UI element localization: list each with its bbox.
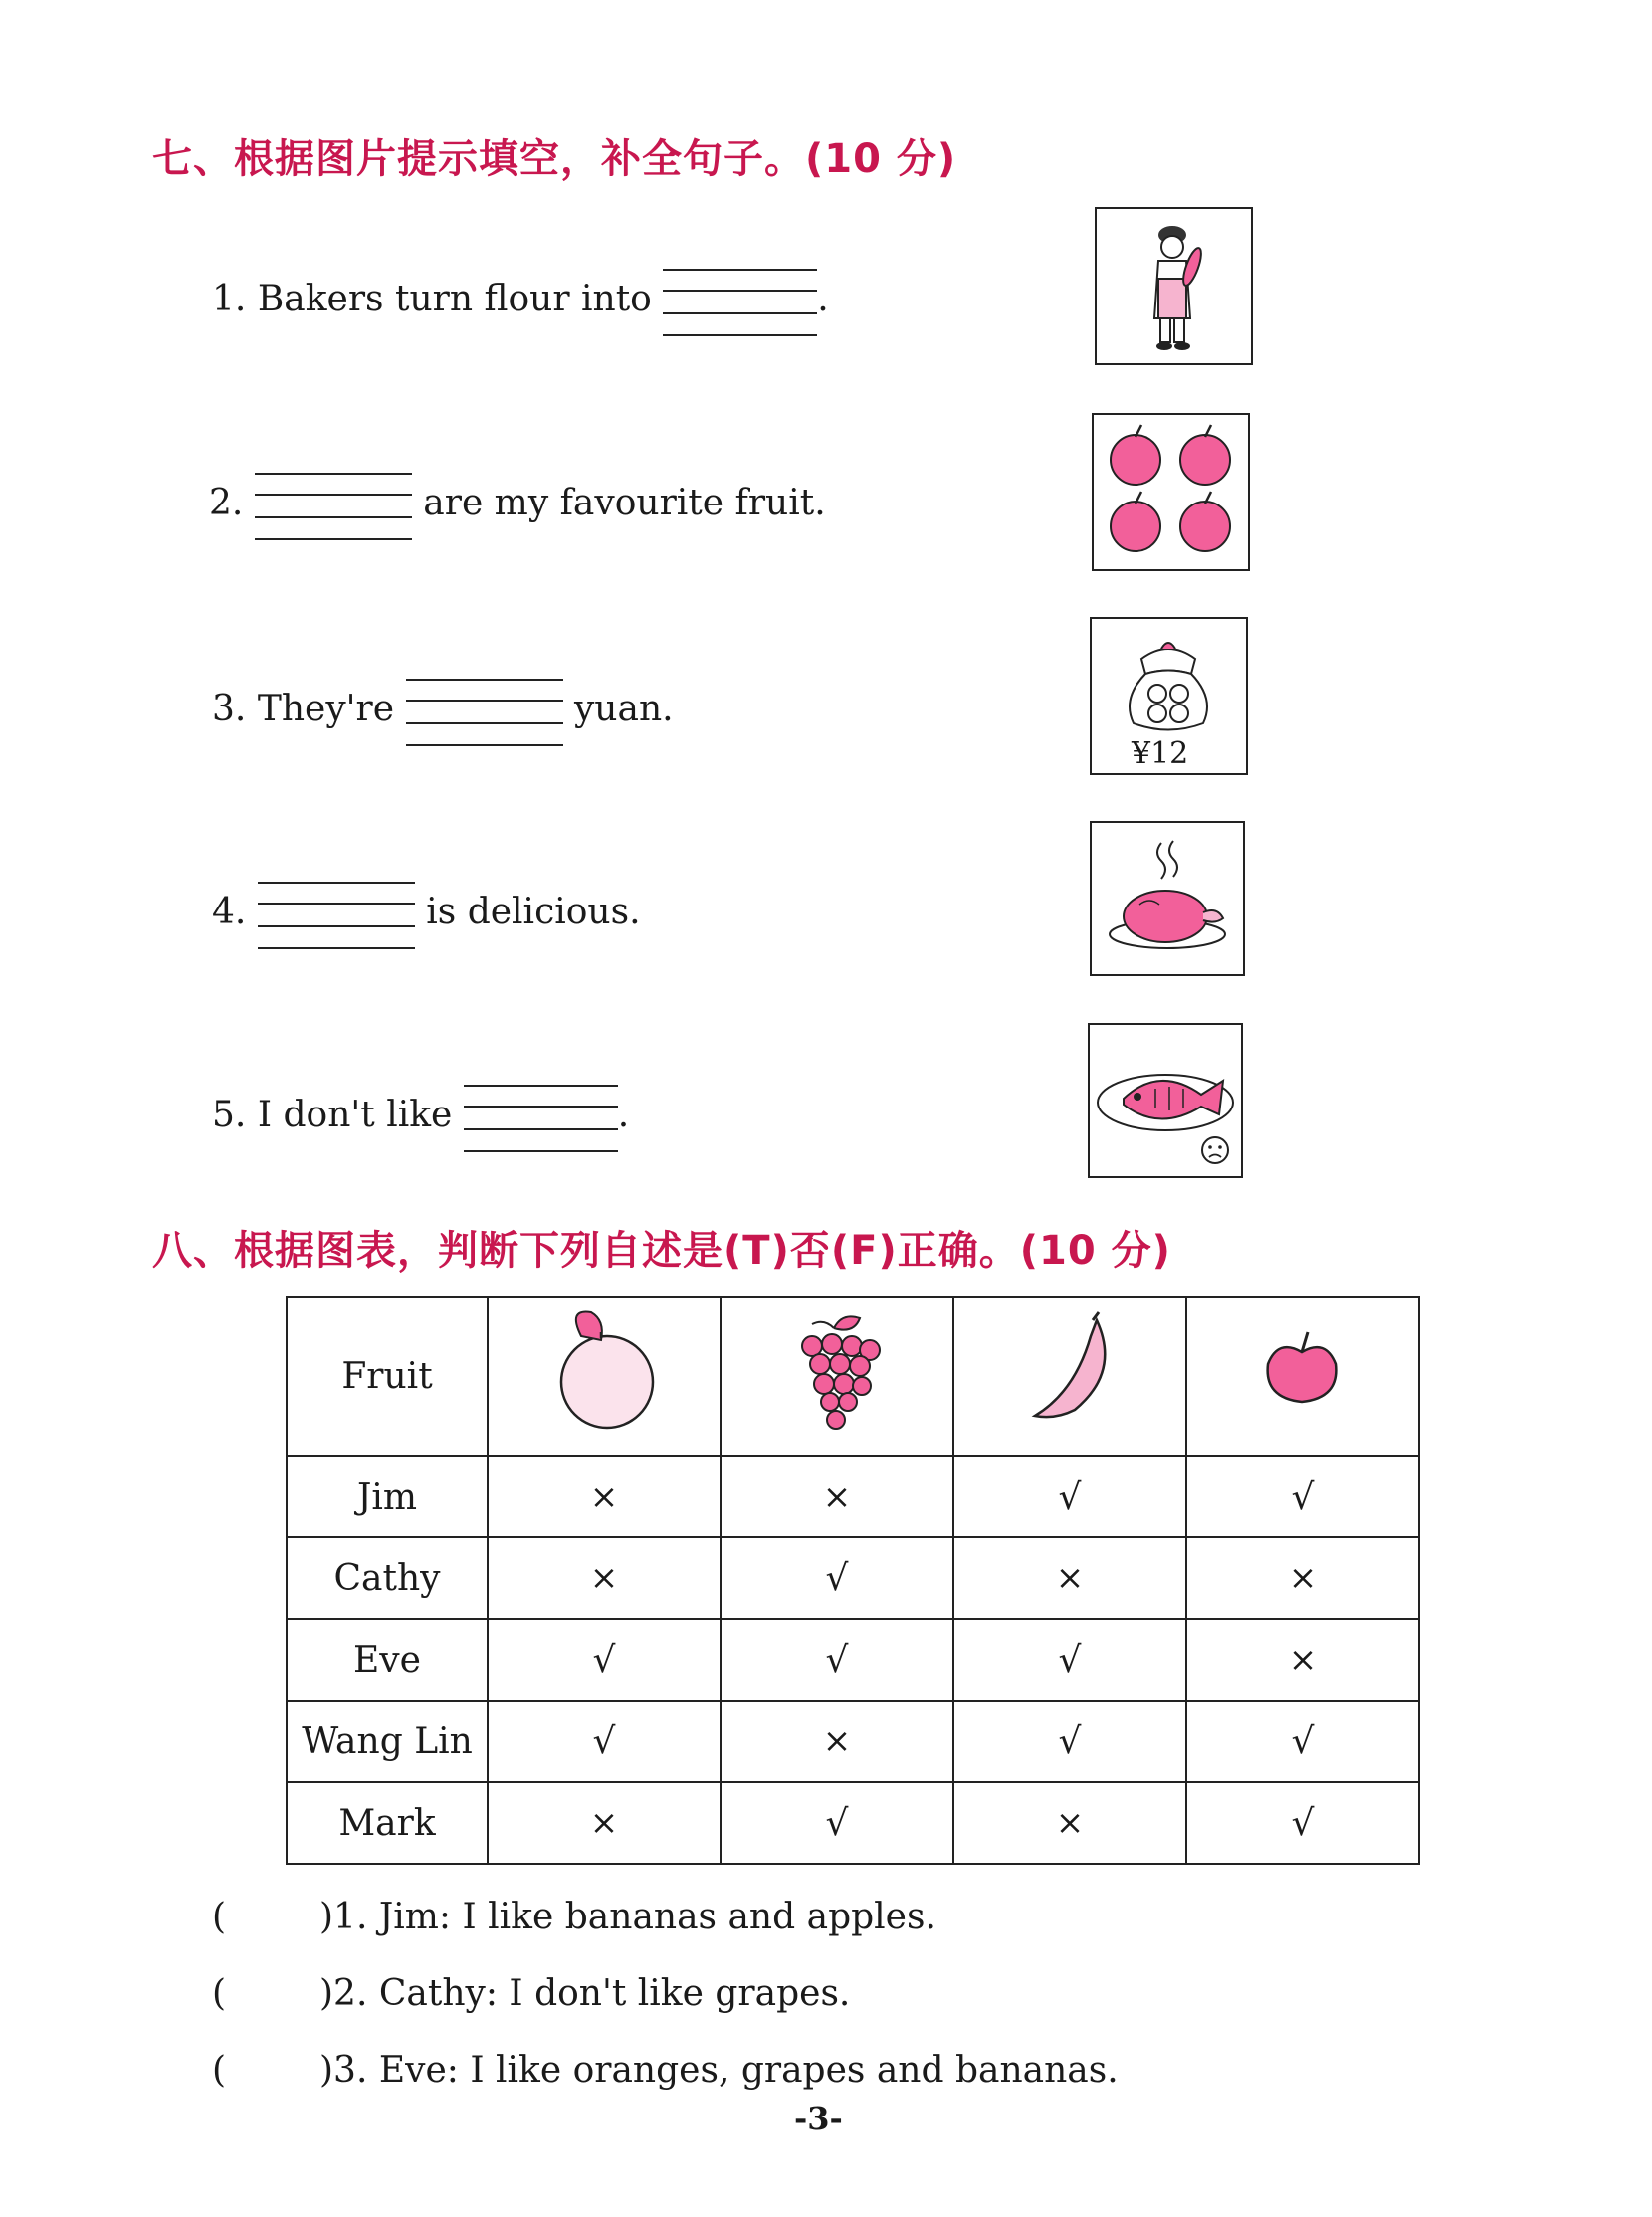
- question-4: [212, 880, 641, 949]
- question-number: 4.: [212, 892, 247, 932]
- section7-heading: 七、根据图片提示填空，补全句子。(10 分): [152, 136, 957, 182]
- price-label: ¥12: [1132, 736, 1189, 771]
- question-3: [212, 677, 674, 746]
- statement-text: 2. Cathy: I don't like grapes.: [333, 1973, 851, 2014]
- question-text-before: They're: [257, 689, 395, 729]
- answer-paren-close: ): [319, 2050, 334, 2091]
- preference-mark: √: [1186, 1701, 1419, 1782]
- preference-mark: ×: [488, 1782, 721, 1864]
- answer-blank[interactable]: [464, 1083, 618, 1152]
- four-apples-icon: [1092, 413, 1250, 571]
- question-text-after: are my favourite fruit.: [423, 483, 826, 523]
- orange-icon: [488, 1297, 721, 1456]
- question-number: 3.: [212, 689, 247, 729]
- preference-mark: ×: [721, 1701, 953, 1782]
- preference-mark: √: [488, 1619, 721, 1701]
- statement-1: [212, 1897, 936, 1937]
- answer-paren-open[interactable]: (: [212, 2050, 227, 2091]
- preference-mark: √: [953, 1456, 1186, 1537]
- table-row: [287, 1701, 1419, 1782]
- grapes-icon: [721, 1297, 953, 1456]
- baker-icon: [1095, 207, 1253, 365]
- answer-blank[interactable]: [258, 880, 415, 949]
- preference-mark: ×: [488, 1456, 721, 1537]
- answer-blank[interactable]: [406, 677, 563, 746]
- apple-icon: [1186, 1297, 1419, 1456]
- statement-2: [212, 1973, 850, 2014]
- page-number: -3-: [794, 2100, 843, 2137]
- statement-3: [212, 2050, 1119, 2091]
- preference-mark: √: [488, 1701, 721, 1782]
- answer-blank[interactable]: [255, 471, 412, 540]
- preference-mark: √: [1186, 1782, 1419, 1864]
- question-number: 5.: [212, 1095, 247, 1135]
- question-number: 1.: [212, 279, 247, 319]
- statement-text: 3. Eve: I like oranges, grapes and bananas.: [333, 2050, 1119, 2091]
- answer-paren-open[interactable]: (: [212, 1973, 227, 2014]
- question-number: 2.: [209, 483, 244, 523]
- question-text-before: I don't like: [257, 1095, 453, 1135]
- fruit-preference-table: [286, 1296, 1420, 1865]
- table-row: [287, 1537, 1419, 1619]
- answer-paren-close: ): [319, 1973, 334, 2014]
- question-5: [212, 1083, 629, 1152]
- answer-paren-close: ): [319, 1897, 334, 1937]
- statement-text: 1. Jim: I like bananas and apples.: [333, 1897, 936, 1937]
- preference-mark: ×: [1186, 1619, 1419, 1701]
- preference-mark: ×: [1186, 1537, 1419, 1619]
- question-1: [212, 267, 829, 336]
- question-text-after: yuan.: [573, 689, 674, 729]
- preference-mark: ×: [488, 1537, 721, 1619]
- preference-mark: √: [721, 1537, 953, 1619]
- table-row: [287, 1782, 1419, 1864]
- preference-mark: √: [721, 1782, 953, 1864]
- question-text-after: is delicious.: [426, 892, 641, 932]
- roast-chicken-icon: [1090, 821, 1245, 976]
- table-row: [287, 1456, 1419, 1537]
- question-text-after: .: [617, 1095, 630, 1135]
- answer-paren-open[interactable]: (: [212, 1897, 227, 1937]
- row-name: Cathy: [287, 1537, 488, 1619]
- preference-mark: ×: [953, 1782, 1186, 1864]
- row-name: Eve: [287, 1619, 488, 1701]
- preference-mark: √: [953, 1701, 1186, 1782]
- preference-mark: √: [721, 1619, 953, 1701]
- fish-plate-icon: [1088, 1023, 1243, 1178]
- row-name: Mark: [287, 1782, 488, 1864]
- preference-mark: ×: [721, 1456, 953, 1537]
- table-corner-label: Fruit: [287, 1297, 488, 1456]
- bag-of-fruit-price-icon: [1090, 617, 1248, 775]
- question-2: [209, 471, 826, 540]
- row-name: Wang Lin: [287, 1701, 488, 1782]
- preference-mark: √: [1186, 1456, 1419, 1537]
- answer-blank[interactable]: [663, 267, 817, 336]
- row-name: Jim: [287, 1456, 488, 1537]
- preference-mark: √: [953, 1619, 1186, 1701]
- preference-mark: ×: [953, 1537, 1186, 1619]
- question-text-before: Bakers turn flour into: [257, 279, 652, 319]
- question-text-after: .: [817, 279, 829, 319]
- table-row: [287, 1619, 1419, 1701]
- banana-icon: [953, 1297, 1186, 1456]
- section8-heading: 八、根据图表，判断下列自述是(T)否(F)正确。(10 分): [152, 1228, 1171, 1274]
